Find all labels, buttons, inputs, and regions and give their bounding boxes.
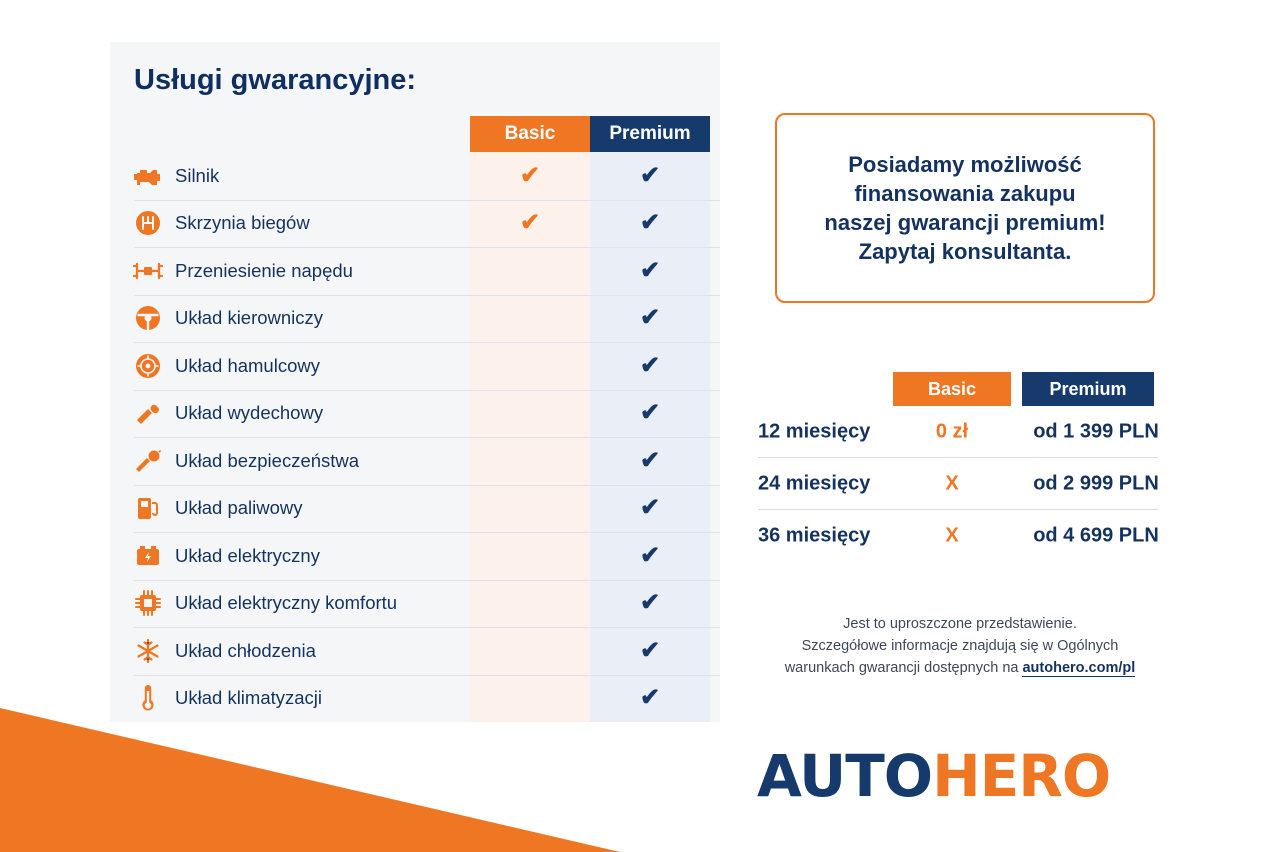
- engine-icon: [132, 160, 164, 192]
- warranty-services-panel: [110, 42, 720, 722]
- basic-cell: [470, 627, 590, 675]
- decorative-orange-wedge: [0, 702, 620, 852]
- table-row: [110, 295, 720, 343]
- steering-wheel-icon: [132, 302, 164, 334]
- basic-cell: ✔: [519, 161, 541, 189]
- exhaust-icon: [132, 397, 164, 429]
- table-row: [110, 675, 720, 723]
- brake-disc-icon: [132, 350, 164, 382]
- service-label: Silnik: [175, 164, 220, 186]
- disclaimer-text: [750, 614, 1170, 679]
- pricing-table: [750, 372, 1170, 562]
- promo-line-2: finansowania zakupu: [854, 180, 1076, 206]
- premium-cell: ✔: [639, 636, 661, 664]
- service-label: Skrzynia biegów: [175, 212, 310, 234]
- drivetrain-icon: [132, 255, 164, 287]
- pricing-period: 12 miesięcy: [758, 420, 871, 443]
- premium-cell: ✔: [639, 304, 661, 332]
- basic-cell: [470, 390, 590, 438]
- promo-line-1: Posiadamy możliwość: [848, 151, 1082, 177]
- service-label: Układ hamulcowy: [175, 354, 320, 376]
- pricing-premium-value: od 2 999 PLN: [1033, 472, 1159, 495]
- page-title: Usługi gwarancyjne:: [134, 64, 417, 96]
- basic-cell: [470, 580, 590, 628]
- disclaimer-line-3-text: warunkach gwarancji dostępnych na: [784, 659, 1023, 676]
- pricing-basic-value: X: [945, 472, 959, 495]
- disclaimer-line-2: Szczegółowe informacje znajdują się w Ogólnych: [801, 637, 1119, 654]
- battery-icon: [132, 540, 164, 572]
- pricing-header-basic: Basic: [893, 372, 1011, 406]
- autohero-logo: [757, 742, 1110, 810]
- premium-cell: ✔: [639, 589, 661, 617]
- basic-cell: [470, 437, 590, 485]
- pricing-basic-value: X: [945, 524, 959, 547]
- service-label: Przeniesienie napędu: [175, 259, 353, 281]
- table-row: [110, 485, 720, 533]
- disclaimer-line-1: Jest to uproszczone przedstawienie.: [843, 616, 1077, 632]
- premium-cell: ✔: [639, 541, 661, 569]
- table-row: [110, 580, 720, 628]
- fuel-pump-icon: [132, 492, 164, 524]
- logo-auto: AUTO: [757, 742, 933, 810]
- service-label: Układ chłodzenia: [175, 639, 316, 661]
- table-row: [110, 437, 720, 485]
- service-label: Układ klimatyzacji: [175, 687, 323, 709]
- premium-cell: ✔: [639, 256, 661, 284]
- pricing-row: [750, 510, 1170, 562]
- basic-cell: [470, 485, 590, 533]
- basic-cell: [470, 532, 590, 580]
- table-row: [110, 200, 720, 248]
- basic-cell: [470, 342, 590, 390]
- promo-line-3: naszej gwarancji premium!: [824, 210, 1106, 235]
- promo-line-4: Zapytaj konsultanta.: [858, 239, 1072, 265]
- basic-cell: ✔: [519, 209, 541, 237]
- services-list: [110, 152, 720, 722]
- column-header-premium: Premium: [590, 116, 710, 152]
- thermometer-icon: [132, 682, 164, 714]
- service-label: Układ paliwowy: [175, 497, 303, 519]
- service-label: Układ elektryczny komfortu: [175, 592, 398, 614]
- premium-cell: ✔: [639, 684, 661, 712]
- basic-cell: [470, 247, 590, 295]
- promo-text: [812, 150, 1117, 266]
- premium-cell: ✔: [639, 446, 661, 474]
- airbag-icon: [132, 445, 164, 477]
- premium-cell: ✔: [639, 161, 661, 189]
- disclaimer-line-3: [750, 658, 1170, 680]
- service-label: Układ kierowniczy: [175, 307, 324, 329]
- table-row: [110, 152, 720, 200]
- pricing-header-premium: Premium: [1022, 372, 1154, 406]
- basic-cell: [470, 675, 590, 723]
- table-row: [110, 247, 720, 295]
- pricing-premium-value: od 1 399 PLN: [1033, 420, 1159, 443]
- service-label: Układ elektryczny: [175, 544, 320, 566]
- snowflake-icon: [132, 635, 164, 667]
- column-header-basic: Basic: [470, 116, 590, 152]
- pricing-period: 24 miesięcy: [758, 472, 871, 495]
- gearbox-icon: [132, 207, 164, 239]
- table-row: [110, 342, 720, 390]
- financing-promo-box: [775, 113, 1155, 303]
- table-row: [110, 627, 720, 675]
- basic-cell: [470, 295, 590, 343]
- premium-cell: ✔: [639, 351, 661, 379]
- autohero-link[interactable]: autohero.com/pl: [1022, 659, 1136, 676]
- pricing-row: [750, 406, 1170, 458]
- pricing-basic-value: 0 zł: [935, 420, 969, 443]
- pricing-row: [750, 458, 1170, 510]
- table-row: [110, 390, 720, 438]
- premium-cell: ✔: [639, 399, 661, 427]
- premium-cell: ✔: [639, 209, 661, 237]
- pricing-header-row: [750, 372, 1170, 406]
- table-row: [110, 532, 720, 580]
- service-label: Układ wydechowy: [175, 402, 324, 424]
- premium-cell: ✔: [639, 494, 661, 522]
- pricing-period: 36 miesięcy: [758, 524, 871, 547]
- pricing-premium-value: od 4 699 PLN: [1033, 524, 1159, 547]
- service-label: Układ bezpieczeństwa: [175, 449, 360, 471]
- logo-hero: HERO: [932, 742, 1111, 810]
- chip-icon: [132, 587, 164, 619]
